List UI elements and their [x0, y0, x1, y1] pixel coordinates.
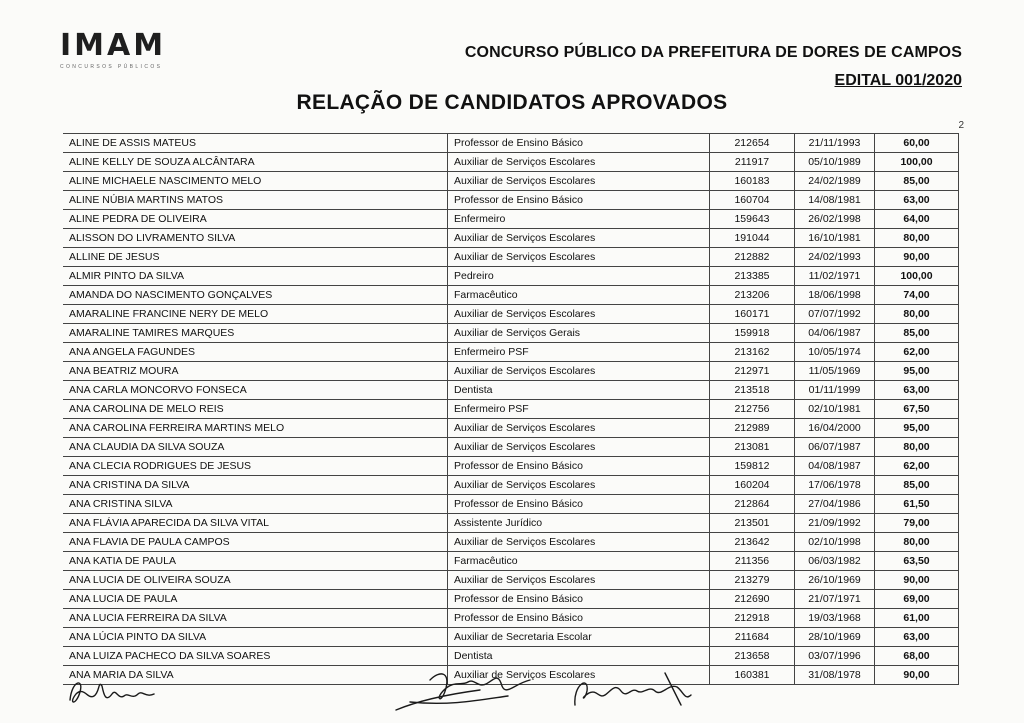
candidate-position: Dentista [447, 381, 709, 399]
score: 95,00 [874, 419, 959, 437]
candidate-position: Auxiliar de Serviços Escolares [447, 153, 709, 171]
table-row [63, 628, 959, 647]
birth-date: 11/05/1969 [794, 362, 874, 380]
score: 85,00 [874, 324, 959, 342]
table-row [63, 134, 959, 153]
birth-date: 21/09/1992 [794, 514, 874, 532]
table-row [63, 248, 959, 267]
score: 64,00 [874, 210, 959, 228]
registration-number: 160204 [709, 476, 794, 494]
logo-wordmark: IMAM [60, 28, 167, 63]
birth-date: 21/07/1971 [794, 590, 874, 608]
candidate-position: Professor de Ensino Básico [447, 134, 709, 152]
birth-date: 07/07/1992 [794, 305, 874, 323]
registration-number: 191044 [709, 229, 794, 247]
table-row [63, 438, 959, 457]
birth-date: 03/07/1996 [794, 647, 874, 665]
birth-date: 31/08/1978 [794, 666, 874, 684]
registration-number: 213658 [709, 647, 794, 665]
birth-date: 11/02/1971 [794, 267, 874, 285]
table-row [63, 590, 959, 609]
candidate-name: ALISSON DO LIVRAMENTO SILVA [69, 232, 236, 244]
candidate-name: ANA CAROLINA FERREIRA MARTINS MELO [69, 422, 285, 434]
candidate-name: AMANDA DO NASCIMENTO GONÇALVES [69, 289, 273, 301]
candidate-position: Dentista [447, 647, 709, 665]
table-row [63, 381, 959, 400]
table-row [63, 286, 959, 305]
candidate-position: Professor de Ensino Básico [447, 590, 709, 608]
score: 90,00 [874, 248, 959, 266]
candidate-position: Professor de Ensino Básico [447, 457, 709, 475]
birth-date: 04/06/1987 [794, 324, 874, 342]
approved-candidates-table [63, 133, 959, 685]
birth-date: 04/08/1987 [794, 457, 874, 475]
score: 90,00 [874, 571, 959, 589]
contest-title: CONCURSO PÚBLICO DA PREFEITURA DE DORES DE CAMPOS [464, 44, 962, 61]
table-row [63, 324, 959, 343]
registration-number: 212989 [709, 419, 794, 437]
registration-number: 160704 [709, 191, 794, 209]
score: 90,00 [874, 666, 959, 684]
score: 95,00 [874, 362, 959, 380]
candidate-name: ANA CARLA MONCORVO FONSECA [69, 384, 247, 396]
candidate-position: Auxiliar de Serviços Escolares [447, 476, 709, 494]
score: 61,50 [874, 495, 959, 513]
registration-number: 212882 [709, 248, 794, 266]
candidate-position: Auxiliar de Serviços Escolares [447, 362, 709, 380]
candidate-name: ANA CRISTINA SILVA [69, 498, 173, 510]
candidate-name: ANA LUCIA DE OLIVEIRA SOUZA [69, 574, 231, 586]
table-row [63, 172, 959, 191]
candidate-position: Enfermeiro PSF [447, 400, 709, 418]
table-row [63, 571, 959, 590]
page-number: 2 [958, 120, 964, 131]
candidate-name: ALLINE DE JESUS [69, 251, 160, 263]
score: 62,00 [874, 343, 959, 361]
registration-number: 213642 [709, 533, 794, 551]
candidate-name: AMARALINE FRANCINE NERY DE MELO [69, 308, 269, 320]
candidate-position: Pedreiro [447, 267, 709, 285]
score: 100,00 [874, 153, 959, 171]
candidate-name: ALINE KELLY DE SOUZA ALCÂNTARA [69, 156, 255, 168]
candidate-position: Auxiliar de Serviços Escolares [447, 419, 709, 437]
candidate-position: Auxiliar de Serviços Escolares [447, 571, 709, 589]
table-row [63, 476, 959, 495]
candidate-name: ANA CLAUDIA DA SILVA SOUZA [69, 441, 225, 453]
score: 68,00 [874, 647, 959, 665]
candidate-name: ANA KATIA DE PAULA [69, 555, 176, 567]
candidate-name: ANA FLAVIA DE PAULA CAMPOS [69, 536, 230, 548]
candidate-name: ALINE PEDRA DE OLIVEIRA [69, 213, 207, 225]
candidate-position: Professor de Ensino Básico [447, 609, 709, 627]
birth-date: 27/04/1986 [794, 495, 874, 513]
registration-number: 159643 [709, 210, 794, 228]
candidate-name: ANA ANGELA FAGUNDES [69, 346, 196, 358]
candidate-position: Enfermeiro PSF [447, 343, 709, 361]
birth-date: 21/11/1993 [794, 134, 874, 152]
table-row [63, 533, 959, 552]
registration-number: 160171 [709, 305, 794, 323]
registration-number: 213162 [709, 343, 794, 361]
page-title: RELAÇÃO DE CANDIDATOS APROVADOS [296, 91, 728, 114]
table-row [63, 343, 959, 362]
candidate-position: Professor de Ensino Básico [447, 495, 709, 513]
registration-number: 211356 [709, 552, 794, 570]
registration-number: 160381 [709, 666, 794, 684]
score: 67,50 [874, 400, 959, 418]
registration-number: 160183 [709, 172, 794, 190]
table-row [63, 362, 959, 381]
table-row [63, 514, 959, 533]
table-row [63, 495, 959, 514]
registration-number: 212690 [709, 590, 794, 608]
table-row [63, 229, 959, 248]
candidate-position: Auxiliar de Serviços Escolares [447, 533, 709, 551]
score: 60,00 [874, 134, 959, 152]
table-row [63, 419, 959, 438]
birth-date: 06/03/1982 [794, 552, 874, 570]
score: 85,00 [874, 172, 959, 190]
registration-number: 213385 [709, 267, 794, 285]
candidate-position: Auxiliar de Serviços Escolares [447, 438, 709, 456]
candidate-name: ALINE MICHAELE NASCIMENTO MELO [69, 175, 262, 187]
imam-logo [60, 30, 195, 70]
candidate-name: ANA CAROLINA DE MELO REIS [69, 403, 224, 415]
signature-2 [390, 660, 540, 720]
registration-number: 159812 [709, 457, 794, 475]
registration-number: 211917 [709, 153, 794, 171]
signature-1 [62, 670, 172, 715]
candidate-name: ALINE DE ASSIS MATEUS [69, 137, 197, 149]
score: 85,00 [874, 476, 959, 494]
candidate-name: ANA CLECIA RODRIGUES DE JESUS [69, 460, 252, 472]
candidate-position: Professor de Ensino Básico [447, 191, 709, 209]
registration-number: 211684 [709, 628, 794, 646]
registration-number: 213081 [709, 438, 794, 456]
registration-number: 213206 [709, 286, 794, 304]
score: 61,00 [874, 609, 959, 627]
score: 100,00 [874, 267, 959, 285]
birth-date: 10/05/1974 [794, 343, 874, 361]
score: 80,00 [874, 229, 959, 247]
table-row [63, 552, 959, 571]
birth-date: 17/06/1978 [794, 476, 874, 494]
registration-number: 159918 [709, 324, 794, 342]
birth-date: 01/11/1999 [794, 381, 874, 399]
candidate-position: Farmacêutico [447, 552, 709, 570]
score: 63,00 [874, 628, 959, 646]
logo-subtitle: CONCURSOS PÚBLICOS [60, 64, 163, 70]
birth-date: 16/04/2000 [794, 419, 874, 437]
score: 63,00 [874, 191, 959, 209]
birth-date: 18/06/1998 [794, 286, 874, 304]
birth-date: 02/10/1981 [794, 400, 874, 418]
score: 74,00 [874, 286, 959, 304]
registration-number: 213501 [709, 514, 794, 532]
score: 63,50 [874, 552, 959, 570]
candidate-name: ANA FLÁVIA APARECIDA DA SILVA VITAL [69, 517, 269, 529]
table-row [63, 191, 959, 210]
registration-number: 213518 [709, 381, 794, 399]
birth-date: 16/10/1981 [794, 229, 874, 247]
table-row [63, 267, 959, 286]
birth-date: 26/10/1969 [794, 571, 874, 589]
candidate-name: ANA BEATRIZ MOURA [69, 365, 179, 377]
table-row [63, 305, 959, 324]
score: 63,00 [874, 381, 959, 399]
candidate-name: ANA CRISTINA DA SILVA [69, 479, 190, 491]
candidate-name: ANA LUCIA FERREIRA DA SILVA [69, 612, 227, 624]
registration-number: 213279 [709, 571, 794, 589]
table-row [63, 609, 959, 628]
candidate-position: Auxiliar de Serviços Escolares [447, 172, 709, 190]
score: 80,00 [874, 438, 959, 456]
birth-date: 14/08/1981 [794, 191, 874, 209]
candidate-name: AMARALINE TAMIRES MARQUES [69, 327, 235, 339]
candidate-name: ALINE NÚBIA MARTINS MATOS [69, 194, 224, 206]
candidate-name: ANA MARIA DA SILVA [69, 669, 174, 681]
registration-number: 212918 [709, 609, 794, 627]
score: 62,00 [874, 457, 959, 475]
candidate-position: Auxiliar de Serviços Escolares [447, 248, 709, 266]
table-row [63, 457, 959, 476]
table-row [63, 210, 959, 229]
candidate-position: Auxiliar de Secretaria Escolar [447, 628, 709, 646]
candidate-position: Auxiliar de Serviços Escolares [447, 229, 709, 247]
birth-date: 26/02/1998 [794, 210, 874, 228]
registration-number: 212971 [709, 362, 794, 380]
score: 79,00 [874, 514, 959, 532]
candidate-position: Auxiliar de Serviços Escolares [447, 666, 709, 684]
score: 80,00 [874, 533, 959, 551]
edital-number: EDITAL 001/2020 [834, 72, 962, 89]
birth-date: 28/10/1969 [794, 628, 874, 646]
candidate-position: Auxiliar de Serviços Escolares [447, 305, 709, 323]
table-row [63, 153, 959, 172]
candidate-position: Auxiliar de Serviços Gerais [447, 324, 709, 342]
birth-date: 06/07/1987 [794, 438, 874, 456]
registration-number: 212864 [709, 495, 794, 513]
signature-3 [565, 665, 700, 715]
birth-date: 05/10/1989 [794, 153, 874, 171]
registration-number: 212654 [709, 134, 794, 152]
candidate-name: ANA LUIZA PACHECO DA SILVA SOARES [69, 650, 271, 662]
candidate-name: ALMIR PINTO DA SILVA [69, 270, 184, 282]
score: 80,00 [874, 305, 959, 323]
birth-date: 24/02/1993 [794, 248, 874, 266]
candidate-name: ANA LÚCIA PINTO DA SILVA [69, 631, 207, 643]
birth-date: 02/10/1998 [794, 533, 874, 551]
score: 69,00 [874, 590, 959, 608]
birth-date: 24/02/1989 [794, 172, 874, 190]
candidate-position: Enfermeiro [447, 210, 709, 228]
candidate-name: ANA LUCIA DE PAULA [69, 593, 178, 605]
candidate-position: Assistente Jurídico [447, 514, 709, 532]
candidate-position: Farmacêutico [447, 286, 709, 304]
registration-number: 212756 [709, 400, 794, 418]
birth-date: 19/03/1968 [794, 609, 874, 627]
table-row [63, 400, 959, 419]
